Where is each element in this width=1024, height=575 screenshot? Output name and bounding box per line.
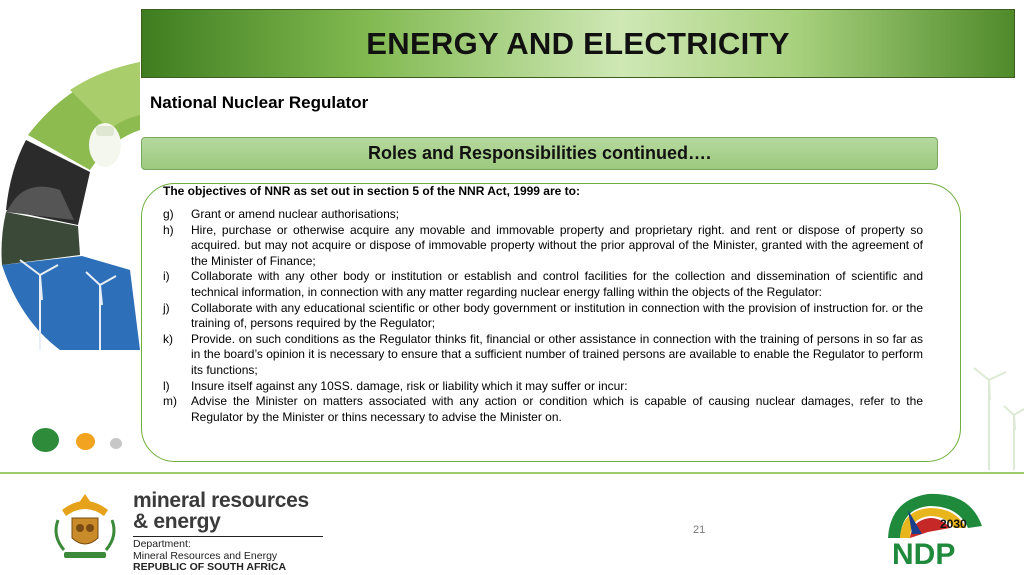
title-banner	[141, 9, 1015, 78]
mineral-resources-logo	[133, 490, 333, 574]
logo-rule	[133, 536, 323, 537]
subtitle: National Nuclear Regulator	[150, 93, 369, 112]
gray-dot	[110, 438, 122, 449]
dept-name: Mineral Resources and Energy	[133, 549, 278, 562]
wind-turbine-graphic	[954, 360, 1024, 470]
logo-line1: mineral resources	[133, 489, 309, 512]
item-letter: g)	[163, 207, 174, 221]
list-item	[163, 332, 923, 379]
ndp-year: 2030	[940, 517, 967, 531]
item-letter: m)	[163, 394, 177, 409]
orange-dot	[76, 433, 95, 450]
ndp-2030-logo	[878, 488, 990, 568]
page-number: 21	[693, 524, 706, 536]
item-text: Insure itself against any 10SS. damage, risk or liability which it may suffer or incur:	[191, 378, 628, 393]
list-item	[163, 269, 923, 300]
list-item	[163, 223, 923, 270]
intro-text: The objectives of NNR as set out in section 5 of the NNR Act, 1999 are to:	[163, 184, 580, 198]
list-item	[163, 301, 923, 332]
objectives-list	[163, 207, 923, 425]
item-letter: k)	[163, 331, 173, 346]
item-text: Hire, purchase or otherwise acquire any movable and immovable property and proprietary right. and rent or dispose of property so acquired. but may not acquire or dispose of immovable property without the prior approval of the Minister, granted with the agreement of the Minister of Finance;	[191, 222, 923, 268]
energy-photo-collage	[0, 60, 140, 350]
item-letter: j)	[163, 300, 170, 315]
green-dot	[32, 428, 59, 452]
page-title: ENERGY AND ELECTRICITY	[366, 25, 790, 61]
item-text: Advise the Minister on matters associated with any action or condition which is capable of causing nuclear damages, refer to the Regulator by the Minister or thins necessary to advise the Minister on.	[191, 394, 923, 424]
item-text: Collaborate with any educational scientific or other body government or institution in connection with the provision of instruction for. or the training of, persons required by the Regulator;	[191, 300, 923, 331]
list-item	[163, 394, 923, 425]
section-heading-bar	[141, 137, 938, 170]
country-name: REPUBLIC OF SOUTH AFRICA	[133, 561, 287, 573]
logo-line2: energy	[147, 510, 221, 533]
dept-label: Department:	[133, 538, 191, 550]
item-letter: i)	[163, 269, 170, 284]
item-letter: h)	[163, 222, 174, 237]
item-text: Grant or amend nuclear authorisations;	[191, 207, 400, 221]
footer-divider	[0, 472, 1024, 474]
list-item	[163, 207, 923, 223]
item-text: Provide. on such conditions as the Regulator thinks fit, financial or other assistance in connection with the training of persons in so far as in the board’s opinion it is necessary to ensure that a sufficient number of trained persons are available to enable the Regulator to perform its functions;	[191, 331, 923, 377]
section-heading: Roles and Responsibilities continued….	[367, 143, 712, 163]
item-letter: l)	[163, 378, 170, 393]
list-item	[163, 379, 923, 395]
item-text: Collaborate with any other body or institution or establish and control facilities for the collection and dissemination of scientific and technical information, in connection with any matter regarding nuclear energy falling within the objects of the Regulator:	[191, 269, 923, 299]
coat-of-arms-icon	[48, 490, 122, 564]
ndp-text: NDP	[892, 538, 956, 568]
logo-amp: &	[133, 510, 148, 533]
